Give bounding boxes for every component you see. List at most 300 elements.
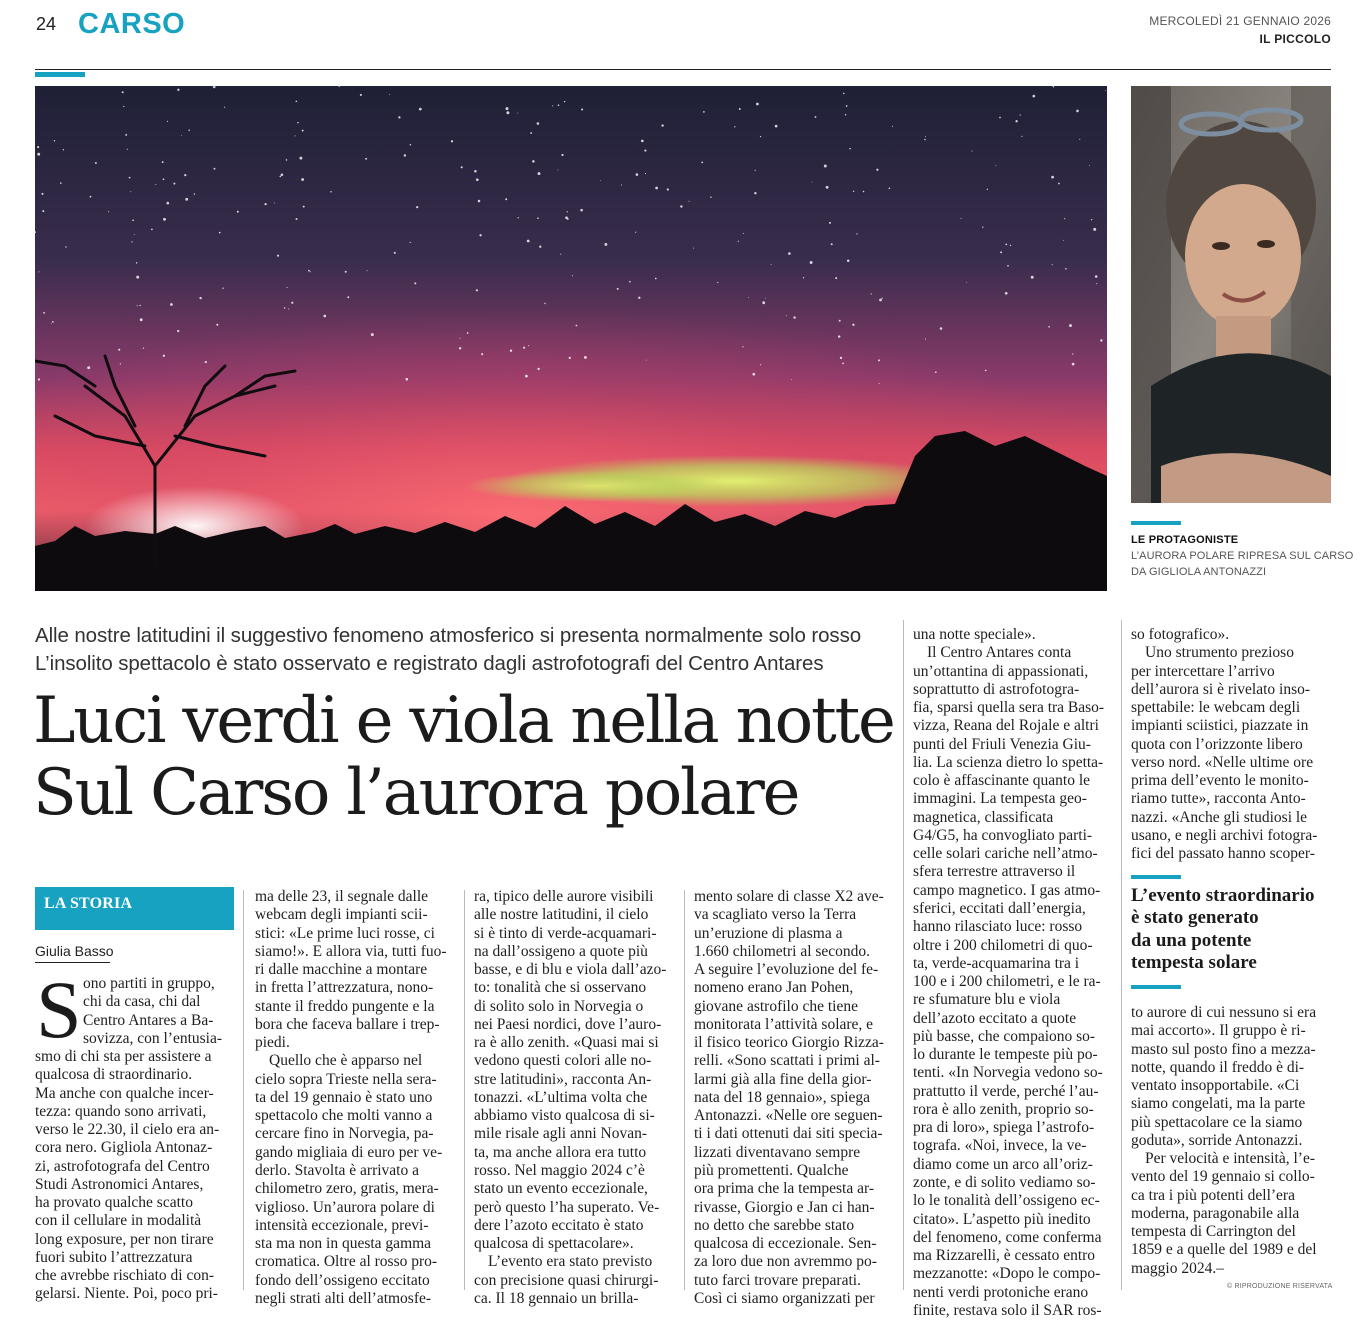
text-line: usano, e negli archivi fotogra- bbox=[1131, 826, 1318, 844]
star-dot bbox=[360, 94, 362, 96]
star-dot bbox=[925, 136, 926, 137]
star-dot bbox=[185, 198, 188, 201]
star-dot bbox=[576, 325, 578, 327]
star-dot bbox=[87, 366, 90, 369]
star-dot bbox=[636, 173, 639, 176]
star-dot bbox=[839, 320, 841, 322]
story-label: LA STORIA bbox=[44, 895, 133, 912]
text-line: stici: «Le prime luci rosse, ci bbox=[255, 924, 435, 942]
author-underline bbox=[35, 962, 110, 963]
star-dot bbox=[467, 332, 469, 334]
text-line: tonazzi. «L’ultima volta che bbox=[474, 1088, 648, 1106]
star-dot bbox=[1091, 219, 1092, 220]
star-dot bbox=[224, 107, 225, 108]
star-dot bbox=[130, 191, 131, 192]
text-line: long exposure, per non tirare bbox=[35, 1230, 214, 1248]
star-dot bbox=[525, 375, 528, 378]
text-line: prattutto il verde, perché l’au- bbox=[913, 1082, 1099, 1100]
text-line: stre latitudini», racconta An- bbox=[474, 1070, 652, 1088]
star-dot bbox=[296, 101, 298, 103]
text-line: sta ma non in questa gamma bbox=[255, 1235, 432, 1253]
star-dot bbox=[131, 241, 132, 242]
star-dot bbox=[1089, 165, 1090, 166]
star-dot bbox=[410, 144, 412, 146]
star-dot bbox=[406, 378, 409, 381]
pull-quote-line: L’evento straordinario bbox=[1131, 885, 1315, 906]
star-dot bbox=[1005, 292, 1008, 295]
newspaper-name: IL PICCOLO bbox=[1259, 32, 1331, 46]
article-column-3 bbox=[474, 888, 674, 1308]
star-dot bbox=[1072, 363, 1075, 366]
star-dot bbox=[754, 192, 756, 194]
star-dot bbox=[561, 154, 563, 156]
star-dot bbox=[803, 277, 804, 278]
star-dot bbox=[302, 130, 304, 132]
text-line: diamo come un arco all’oriz- bbox=[913, 1155, 1093, 1173]
star-dot bbox=[527, 240, 530, 243]
star-dot bbox=[1010, 245, 1011, 246]
star-dot bbox=[177, 89, 179, 91]
text-line: re sfumature blu e viola bbox=[913, 991, 1061, 1009]
text-line: qualcosa di eccezionale. Sen- bbox=[694, 1235, 877, 1253]
star-dot bbox=[143, 347, 144, 348]
text-line: una notte speciale». bbox=[913, 626, 1036, 643]
text-line: Quello che è apparso nel bbox=[269, 1052, 423, 1070]
text-line: mile risale agli anni Novan- bbox=[474, 1125, 648, 1143]
article-column-4 bbox=[694, 888, 894, 1308]
star-dot bbox=[1072, 353, 1073, 354]
text-line: fuori subito l’attrezzatura bbox=[35, 1248, 193, 1266]
star-dot bbox=[532, 160, 535, 163]
star-dot bbox=[461, 166, 463, 168]
text-line: 1859 e a quelle del 1989 e del bbox=[1131, 1241, 1317, 1259]
pull-quote-line: è stato generato bbox=[1131, 907, 1259, 928]
text-line: larmi già alla fine della gior- bbox=[694, 1070, 872, 1088]
star-dot bbox=[852, 324, 854, 326]
star-dot bbox=[132, 219, 134, 221]
text-line: hanno rilasciato luce: rosso bbox=[913, 918, 1083, 936]
star-dot bbox=[1079, 139, 1080, 140]
text-line: ma delle 23, il segnale dalle bbox=[255, 888, 429, 905]
star-dot bbox=[37, 153, 40, 156]
star-dot bbox=[1051, 176, 1054, 179]
text-line: qualcosa di spettacolare». bbox=[474, 1235, 634, 1253]
star-dot bbox=[310, 271, 311, 272]
star-dot bbox=[843, 93, 845, 95]
star-dot bbox=[557, 169, 558, 170]
star-dot bbox=[163, 355, 165, 357]
star-dot bbox=[162, 161, 164, 163]
star-dot bbox=[738, 241, 739, 242]
star-dot bbox=[985, 370, 987, 372]
text-line: na dall’ossigeno a quote più bbox=[474, 942, 648, 960]
star-dot bbox=[43, 312, 45, 314]
star-dot bbox=[756, 103, 759, 106]
star-dot bbox=[1005, 244, 1007, 246]
text-line: oltre i 200 chilometri di quo- bbox=[913, 936, 1093, 954]
star-dot bbox=[459, 338, 460, 339]
text-line: lia. La scienza dietro lo spetta- bbox=[913, 753, 1104, 771]
star-dot bbox=[961, 218, 962, 219]
text-line: un’ottantina di appassionati, bbox=[913, 662, 1089, 680]
text-line: dere l’azoto eccitato è stato bbox=[474, 1216, 644, 1234]
text-line: basse, e di blu e viola dall’azo- bbox=[474, 961, 667, 979]
star-dot bbox=[617, 288, 619, 290]
star-dot bbox=[835, 277, 837, 279]
star-dot bbox=[935, 371, 937, 373]
star-dot bbox=[842, 363, 844, 365]
column-divider bbox=[243, 890, 244, 1290]
star-dot bbox=[552, 105, 553, 106]
text-line: piedi. bbox=[255, 1034, 290, 1052]
star-dot bbox=[564, 101, 565, 102]
text-line: A seguire l’evoluzione del fe- bbox=[694, 961, 879, 979]
text-line: cromatica. Oltre al rosso pro- bbox=[255, 1253, 438, 1271]
text-line: ono partiti in gruppo, bbox=[83, 975, 215, 992]
star-dot bbox=[786, 315, 787, 316]
text-line: ti i dati ottenuti dai siti specia- bbox=[694, 1125, 883, 1143]
star-dot bbox=[638, 297, 640, 299]
text-line: mezzanotte: «Dopo le compo- bbox=[913, 1265, 1101, 1283]
star-dot bbox=[829, 222, 831, 224]
star-dot bbox=[1000, 251, 1002, 253]
star-dot bbox=[560, 254, 561, 255]
star-dot bbox=[1048, 326, 1050, 328]
column-divider bbox=[464, 890, 465, 1290]
star-dot bbox=[826, 186, 829, 189]
star-dot bbox=[52, 321, 54, 323]
star-dot bbox=[286, 159, 288, 161]
text-line: per intercettare l’arrivo bbox=[1131, 662, 1275, 680]
text-line: nomeno erano Jan Pohen, bbox=[694, 979, 854, 997]
text-line: bora che faceva ballare i trep- bbox=[255, 1015, 440, 1033]
text-line: tografa. «Noi, invece, la ve- bbox=[913, 1137, 1087, 1155]
text-line: colo è affascinante quanto le bbox=[913, 772, 1091, 790]
star-dot bbox=[60, 182, 62, 184]
text-line: però questo l’ha superato. Ve- bbox=[474, 1198, 660, 1216]
text-line: rosso. Nel maggio 2024 c’è bbox=[474, 1161, 645, 1179]
text-line: verso nord. «Nelle ultime ore bbox=[1131, 753, 1314, 771]
star-dot bbox=[644, 150, 646, 152]
page-number: 24 bbox=[36, 14, 57, 34]
star-dot bbox=[717, 282, 718, 283]
star-dot bbox=[281, 174, 284, 177]
text-line: fici del passato hanno scoper- bbox=[1131, 845, 1315, 863]
text-line: gelarsi. Niente. Poi, poco pri- bbox=[35, 1285, 218, 1303]
aurora-photo bbox=[35, 86, 1107, 591]
star-dot bbox=[1032, 95, 1035, 98]
text-line: siamo!». E allora via, tutti fuo- bbox=[255, 942, 447, 960]
subtitle-line: Alle nostre latitudini il suggestivo fenomeno atmosferico si presenta normalmente solo rosso bbox=[35, 624, 862, 647]
star-dot bbox=[537, 122, 540, 125]
star-dot bbox=[451, 140, 453, 142]
text-line: alle nostre latitudini, il cielo bbox=[474, 906, 649, 924]
star-dot bbox=[791, 379, 792, 380]
star-dot bbox=[404, 154, 406, 156]
text-line: prima dell’evento le monito- bbox=[1131, 772, 1309, 790]
star-dot bbox=[38, 271, 39, 272]
text-line: moderna, paragonabile alla bbox=[1131, 1204, 1300, 1222]
text-line: Ma anche con qualche incer- bbox=[35, 1084, 214, 1102]
star-dot bbox=[760, 364, 761, 365]
pull-quote-rule bbox=[1131, 985, 1181, 989]
star-dot bbox=[264, 203, 266, 205]
star-dot bbox=[1076, 110, 1079, 113]
star-dot bbox=[831, 243, 833, 245]
star-dot bbox=[416, 206, 418, 208]
text-line: impianti sciistici, piazzate in bbox=[1131, 717, 1309, 735]
article-column-2 bbox=[255, 888, 455, 1308]
star-dot bbox=[925, 338, 926, 339]
star-dot bbox=[838, 335, 840, 337]
text-line: quota con l’orizzonte libero bbox=[1131, 735, 1303, 753]
text-line: webcam degli impianti scii- bbox=[255, 906, 428, 924]
text-line: verso le 22.30, il cielo era an- bbox=[35, 1121, 220, 1139]
star-dot bbox=[847, 260, 850, 263]
text-line: viglioso. Un’aurora polare di bbox=[255, 1198, 435, 1216]
star-dot bbox=[216, 324, 218, 326]
article-column-5 bbox=[913, 626, 1113, 1320]
text-line: chi da casa, chi dal bbox=[83, 993, 201, 1011]
star-dot bbox=[734, 126, 735, 127]
text-line: vedono questi colori alle no- bbox=[474, 1052, 652, 1070]
text-line: vento del 19 gennaio si collo- bbox=[1131, 1168, 1315, 1186]
star-dot bbox=[845, 114, 847, 116]
star-dot bbox=[170, 303, 173, 306]
star-dot bbox=[90, 196, 92, 198]
text-line: Centro Antares a Ba- bbox=[83, 1011, 214, 1029]
article-column-1 bbox=[35, 1048, 234, 1304]
text-line: ora prima che la tempesta ar- bbox=[694, 1180, 874, 1198]
star-dot bbox=[1058, 183, 1060, 185]
star-dot bbox=[1095, 275, 1098, 278]
star-dot bbox=[569, 357, 571, 359]
star-dot bbox=[703, 111, 705, 113]
star-dot bbox=[199, 297, 201, 299]
star-dot bbox=[308, 270, 310, 272]
star-dot bbox=[301, 178, 304, 181]
star-dot bbox=[38, 378, 40, 380]
text-line: campo magnetico. I gas atmo- bbox=[913, 881, 1101, 899]
star-dot bbox=[1007, 265, 1009, 267]
text-line: nata del 18 gennaio», spiega bbox=[694, 1088, 871, 1106]
star-dot bbox=[580, 209, 583, 212]
text-line: immagini. La tempesta geo- bbox=[913, 790, 1087, 808]
text-line: mai accorto». Il gruppo è ri- bbox=[1131, 1022, 1306, 1040]
star-dot bbox=[765, 298, 766, 299]
text-line: to aurore di cui nessuno si era bbox=[1131, 1004, 1317, 1021]
star-dot bbox=[419, 108, 422, 111]
star-dot bbox=[629, 281, 631, 283]
star-dot bbox=[127, 149, 128, 150]
text-line: ri dalle macchine a montare bbox=[255, 961, 428, 979]
star-dot bbox=[584, 356, 587, 359]
star-dot bbox=[810, 261, 813, 264]
star-dot bbox=[693, 248, 694, 249]
star-dot bbox=[940, 327, 943, 330]
star-dot bbox=[394, 252, 396, 254]
star-dot bbox=[347, 296, 349, 298]
text-line: Uno strumento prezioso bbox=[1145, 644, 1294, 662]
text-line: lizzati diventavano sempre bbox=[694, 1143, 861, 1161]
star-dot bbox=[604, 243, 607, 246]
text-line: un’eruzione di plasma a bbox=[694, 924, 843, 942]
star-dot bbox=[476, 178, 479, 181]
star-dot bbox=[667, 188, 669, 190]
copyright-note: © RIPRODUZIONE RISERVATA bbox=[1227, 1283, 1333, 1290]
text-line: masto sul posto fino a mezza- bbox=[1131, 1040, 1316, 1058]
text-line: L’evento era stato previsto bbox=[488, 1253, 653, 1271]
star-dot bbox=[846, 105, 848, 107]
text-line: fondo dell’ossigeno eccitato bbox=[255, 1271, 430, 1289]
text-line: tempesta di Carrington del bbox=[1131, 1223, 1296, 1241]
text-line: nei Paesi nordici, dove l’auro- bbox=[474, 1015, 662, 1033]
star-dot bbox=[1105, 90, 1106, 91]
drop-cap: S bbox=[36, 964, 82, 1055]
text-line: ha provato qualche scatto bbox=[35, 1194, 193, 1212]
text-line: notte, quando il freddo è di- bbox=[1131, 1058, 1305, 1076]
star-dot bbox=[892, 126, 893, 127]
star-dot bbox=[1015, 120, 1017, 122]
text-line: fia, sparsi quella sera tra Baso- bbox=[913, 699, 1105, 717]
text-line: riamo tutte», racconta Anto- bbox=[1131, 790, 1306, 808]
text-line: più spettacolare ce la siamo bbox=[1131, 1113, 1303, 1131]
star-dot bbox=[762, 301, 765, 304]
column-divider bbox=[1121, 620, 1122, 1290]
star-dot bbox=[840, 357, 842, 359]
text-line: monitorata l’attività solare, e bbox=[694, 1015, 874, 1033]
star-dot bbox=[878, 359, 880, 361]
text-line: sfera terrestre attraverso il bbox=[913, 863, 1076, 881]
text-line: nazzi. «Anche gli studiosi le bbox=[1131, 808, 1308, 826]
star-dot bbox=[136, 276, 139, 279]
star-dot bbox=[1020, 114, 1021, 115]
text-line: magnetica, classificata bbox=[913, 808, 1054, 826]
text-line: rora è allo zenith, proprio so- bbox=[913, 1100, 1094, 1118]
star-dot bbox=[1052, 264, 1053, 265]
pull-quote-rule bbox=[1131, 875, 1181, 879]
star-dot bbox=[748, 297, 749, 298]
star-dot bbox=[849, 148, 851, 150]
text-line: cora nero. Gigliola Antonaz- bbox=[35, 1139, 213, 1157]
star-dot bbox=[881, 298, 882, 299]
star-dot bbox=[558, 104, 560, 106]
star-dot bbox=[151, 229, 153, 231]
star-dot bbox=[286, 287, 287, 288]
text-line: negli strati alti dell’atmosfe- bbox=[255, 1289, 432, 1307]
text-line: gando migliaia di euro per ve- bbox=[255, 1143, 443, 1161]
star-dot bbox=[222, 287, 223, 288]
star-dot bbox=[1064, 218, 1065, 219]
star-dot bbox=[173, 183, 175, 185]
text-line: stato un evento eccezionale, bbox=[474, 1180, 648, 1198]
star-dot bbox=[284, 307, 285, 308]
text-line: stante il freddo pungente e la bbox=[255, 997, 435, 1015]
text-line: celle solari cariche nell’atmo- bbox=[913, 845, 1098, 863]
star-dot bbox=[982, 227, 983, 228]
star-dot bbox=[876, 169, 878, 171]
star-dot bbox=[742, 346, 743, 347]
star-dot bbox=[1063, 240, 1064, 241]
text-line: za loro due non avremmo po- bbox=[694, 1253, 877, 1271]
aurora-night-photo bbox=[35, 86, 1107, 591]
star-dot bbox=[367, 270, 368, 271]
text-line: rivasse, Giorgio e Jan ci han- bbox=[694, 1198, 875, 1216]
star-dot bbox=[63, 149, 64, 150]
text-line: Antonazzi. «Nelle ore seguen- bbox=[694, 1107, 883, 1125]
star-dot bbox=[530, 132, 532, 134]
star-dot bbox=[1093, 228, 1096, 231]
star-dot bbox=[54, 140, 55, 141]
star-dot bbox=[689, 201, 690, 202]
star-dot bbox=[856, 233, 857, 234]
star-dot bbox=[645, 173, 646, 174]
star-dot bbox=[194, 193, 195, 194]
star-dot bbox=[600, 180, 601, 181]
text-line: più basse, che compaiono so- bbox=[913, 1027, 1096, 1045]
star-dot bbox=[365, 158, 367, 160]
star-dot bbox=[65, 246, 66, 247]
text-line: ventato insopportabile. «Ci bbox=[1131, 1077, 1300, 1095]
star-dot bbox=[567, 218, 569, 220]
text-line: spettacolo che molti vanno a bbox=[255, 1107, 433, 1125]
text-line: si è tinto di verde-acquamari- bbox=[474, 924, 657, 942]
text-line: maggio 2024.– bbox=[1131, 1259, 1224, 1277]
woman-portrait-image bbox=[1131, 86, 1331, 503]
star-dot bbox=[41, 193, 43, 195]
headline-line: Luci verdi e viola nella notte bbox=[33, 684, 894, 758]
text-line: Il Centro Antares conta bbox=[927, 644, 1072, 662]
text-line: chilometro zero, gratis, mera- bbox=[255, 1180, 439, 1198]
star-dot bbox=[739, 108, 741, 110]
star-dot bbox=[572, 275, 573, 276]
article-column-6-bottom bbox=[1131, 1004, 1331, 1278]
text-line: dell’azoto eccitato a quote bbox=[913, 1009, 1077, 1027]
text-line: sovizza, con l’entusia- bbox=[83, 1029, 223, 1047]
text-line: giovane astrofilo che tiene bbox=[694, 997, 858, 1015]
star-dot bbox=[871, 293, 872, 294]
article-column-6-top bbox=[1131, 626, 1331, 863]
star-dot bbox=[274, 203, 275, 204]
star-dot bbox=[567, 211, 568, 212]
star-dot bbox=[139, 305, 140, 306]
text-line: ra, tipico delle aurore visibili bbox=[474, 888, 654, 905]
star-dot bbox=[581, 108, 583, 110]
text-line: Per velocità e intensità, l’e- bbox=[1145, 1150, 1316, 1168]
text-line: lo le tonalità dell’ossigeno ec- bbox=[913, 1192, 1100, 1210]
star-dot bbox=[760, 136, 761, 137]
star-dot bbox=[641, 140, 644, 143]
star-dot bbox=[528, 345, 529, 346]
star-dot bbox=[506, 111, 509, 114]
star-dot bbox=[824, 165, 827, 168]
text-line: 100 e i 200 chilometri, e le ra- bbox=[913, 973, 1101, 991]
star-dot bbox=[661, 124, 663, 126]
star-dot bbox=[1021, 136, 1022, 137]
star-dot bbox=[279, 176, 281, 178]
text-line: ca tra i più potenti dell’era bbox=[1131, 1186, 1295, 1204]
star-dot bbox=[999, 117, 1001, 119]
issue-date: MERCOLEDÌ 21 GENNAIO 2026 bbox=[1149, 14, 1331, 28]
star-dot bbox=[815, 116, 817, 118]
text-line: finite, restava solo il SAR ros- bbox=[913, 1301, 1102, 1319]
text-line: G4/G5, ha convogliato parti- bbox=[913, 826, 1093, 844]
text-line: siamo congelati, ma la parte bbox=[1131, 1095, 1306, 1113]
star-dot bbox=[163, 218, 166, 221]
headline-line: Sul Carso l’aurora polare bbox=[33, 756, 799, 830]
text-line: Così ci siamo organizzati per bbox=[694, 1289, 875, 1307]
star-dot bbox=[125, 134, 127, 136]
